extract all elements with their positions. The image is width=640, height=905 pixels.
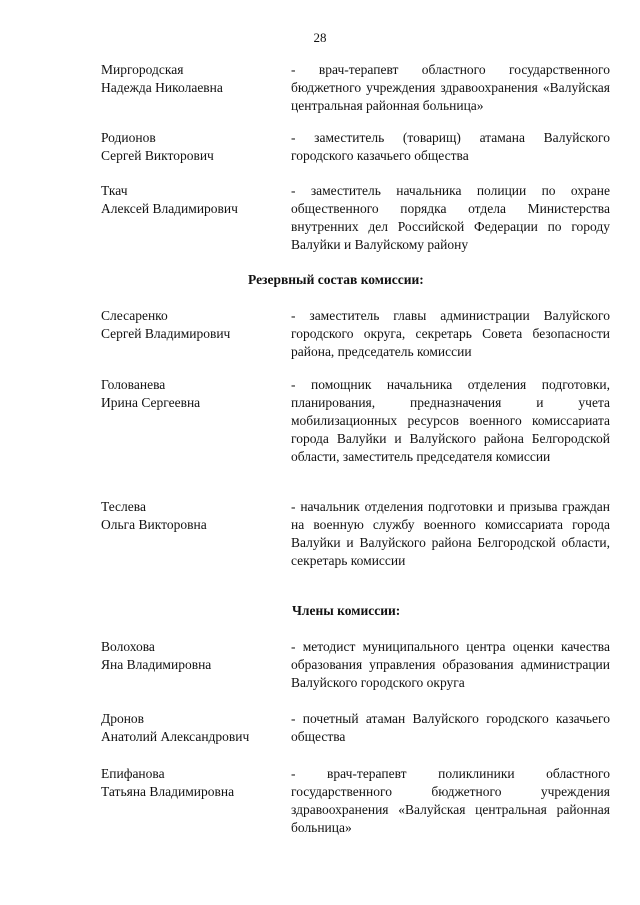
surname: Слесаренко — [101, 308, 168, 323]
surname: Голованева — [101, 377, 166, 392]
given-name: Татьяна Владимировна — [101, 784, 235, 799]
position-description: - методист муниципального центра оценки качества образования управления образования администрации Валуйского городского округа — [291, 639, 610, 690]
position-description: - помощник начальника отделения подготовки, планирования, предназначения и учета мобилизационных ресурсов военного комиссариата города Валуйки и Валуйского района Белгородской области, заместитель председателя комиссии — [291, 377, 610, 464]
surname: Дронов — [101, 711, 145, 726]
position-description: - врач-терапевт областного государственного бюджетного учреждения здравоохранения «Валуйская центральная районная больница» — [291, 62, 610, 113]
given-name: Ирина Сергеевна — [101, 395, 201, 410]
surname: Родионов — [101, 130, 156, 145]
person-name — [101, 307, 286, 343]
given-name: Анатолий Александрович — [101, 729, 250, 744]
given-name: Ольга Викторовна — [101, 517, 207, 532]
surname: Епифанова — [101, 766, 165, 781]
position-description: - почетный атаман Валуйского городского казачьего общества — [291, 711, 610, 744]
page-number: 28 — [313, 30, 327, 45]
given-name: Алексей Владимирович — [101, 201, 238, 216]
surname: Теслева — [101, 499, 146, 514]
person-name — [101, 765, 286, 801]
position-description: - врач-терапевт поликлиники областного государственного бюджетного учреждения здравоохранения «Валуйская центральная районная больница» — [291, 766, 610, 835]
given-name: Яна Владимировна — [101, 657, 212, 672]
person-name — [101, 638, 286, 674]
person-name — [101, 710, 286, 746]
surname: Волохова — [101, 639, 155, 654]
person-name — [101, 182, 286, 218]
surname: Ткач — [101, 183, 128, 198]
person-name — [101, 129, 286, 165]
position-description: - начальник отделения подготовки и призыва граждан на военную службу военного комиссариата города Валуйки и Валуйского района Белгородской области, секретарь комиссии — [291, 499, 610, 568]
given-name: Надежда Николаевна — [101, 80, 223, 95]
position-description: - заместитель начальника полиции по охране общественного порядка отдела Министерства внутренних дел Российской Федерации по городу Валуйки и Валуйскому району — [291, 183, 610, 252]
section-heading-reserve: Резервный состав комиссии: — [248, 272, 424, 287]
given-name: Сергей Викторович — [101, 148, 214, 163]
section-heading-members: Члены комиссии: — [292, 603, 401, 618]
given-name: Сергей Владимирович — [101, 326, 231, 341]
position-description: - заместитель (товарищ) атамана Валуйского городского казачьего общества — [291, 130, 610, 163]
person-name — [101, 498, 286, 534]
position-description: - заместитель главы администрации Валуйского городского округа, секретарь Совета безопасности района, председатель комиссии — [291, 308, 610, 359]
person-name — [101, 61, 286, 97]
person-name — [101, 376, 286, 412]
surname: Миргородская — [101, 62, 184, 77]
